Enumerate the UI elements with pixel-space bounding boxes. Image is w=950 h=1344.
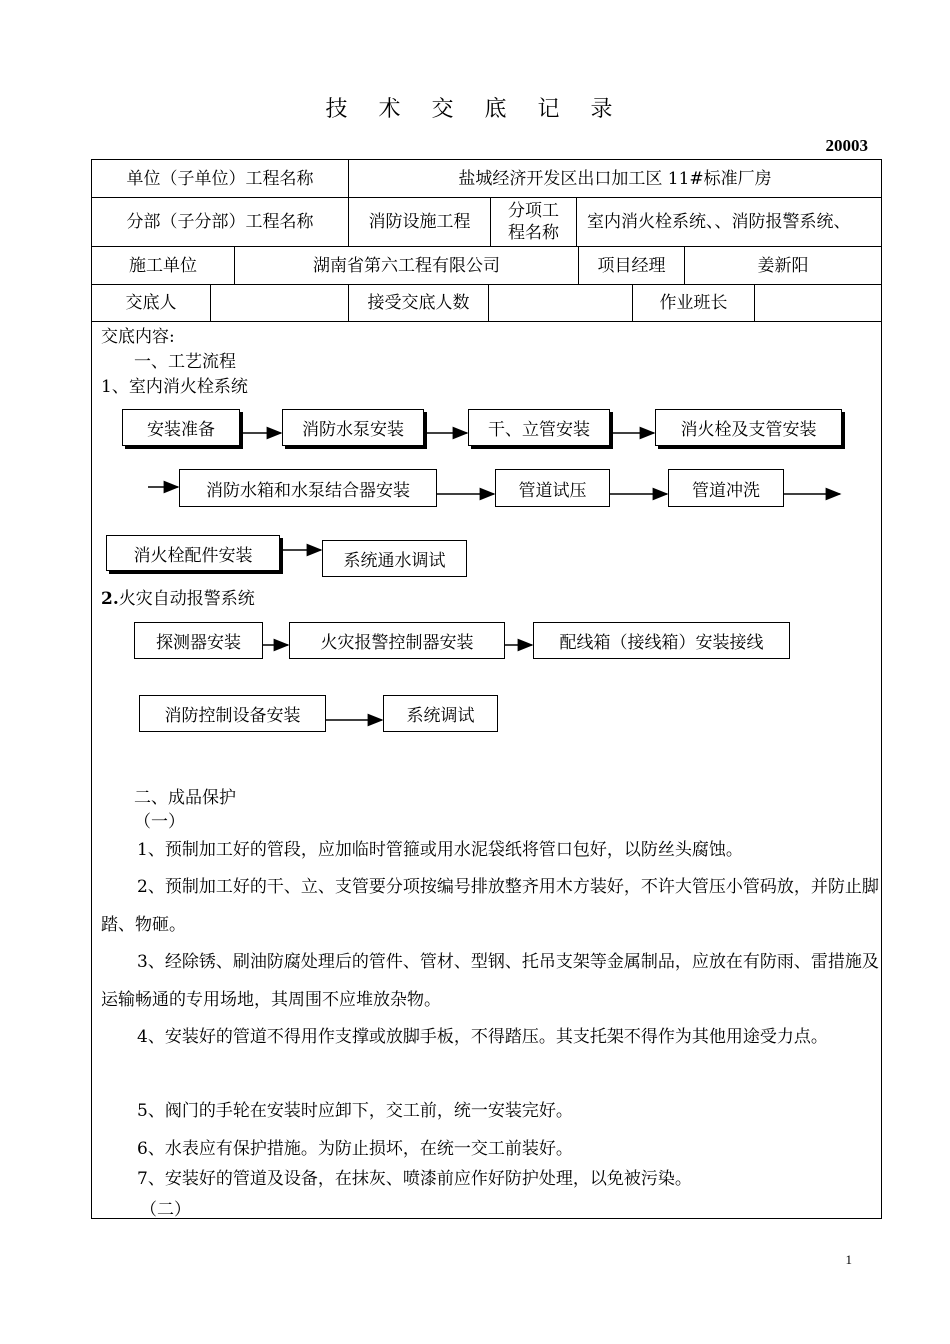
item-label-line2: 程名称 [508,223,559,243]
flow-step-system-commissioning: 系统调试 [383,695,498,732]
protection-item-3: 3、经除锈、刷油防腐处理后的管件、管材、型钢、托吊支架等金属制品，应放在有防雨、雷措施及运输畅通的专用场地，其周围不应堆放杂物。 [101,952,879,1010]
subsection-hydrant-system: 1、室内消火栓系统 [101,377,248,397]
subsection-fire-alarm [101,584,255,609]
page-number: 1 [845,1252,852,1267]
document-number: 20003 [825,136,868,155]
flow-step-water-commissioning: 系统通水调试 [322,540,467,577]
flow-step-flushing: 管道冲洗 [668,469,784,507]
document-title: 技 术 交 底 记 录 [325,97,625,122]
flow-step-risers: 干、立管安装 [468,409,610,446]
discloser-label: 交底人 [125,293,177,313]
protection-item-2: 2、预制加工好的干、立、支管要分项按编号排放整齐用木方装好，不许大管压小管码放，并防止脚踏、物砸。 [101,877,879,935]
sub-project-value: 消防设施工程 [368,212,471,232]
contractor-label: 施工单位 [129,255,197,276]
section-product-protection: 二、成品保护 [134,788,236,808]
flow-step-pressure-test: 管道试压 [495,469,610,507]
flow-step-tank-adapter: 消防水箱和水泵结合器安装 [179,469,437,507]
team-leader-label: 作业班长 [659,293,728,313]
flow-step-prepare: 安装准备 [122,409,240,446]
flow-step-alarm-controller: 火灾报警控制器安装 [289,622,505,659]
section-process-flow: 一、工艺流程 [134,352,236,372]
receivers-label: 接受交底人数 [367,293,470,313]
contractor-value: 湖南省第六工程有限公司 [313,255,500,276]
flow-step-fittings: 消火栓配件安装 [106,535,280,571]
flow-step-control-equipment: 消防控制设备安装 [139,695,326,732]
protection-item-6: 6、水表应有保护措施。为防止损坏，在统一交工前装好。 [137,1139,573,1159]
flow-step-detectors: 探测器安装 [134,622,263,659]
unit-project-value: 盐城经济开发区出口加工区 11#标准厂房 [458,168,772,189]
part-two-label: （二） [140,1200,191,1220]
flow-step-junction-box: 配线箱（接线箱）安装接线 [533,622,790,659]
protection-item-7: 7、安装好的管道及设备，在抹灰、喷漆前应作好防护处理，以免被污染。 [137,1169,692,1189]
protection-item-5: 5、阀门的手轮在安装时应卸下，交工前，统一安装完好。 [137,1101,573,1121]
flow-step-hydrant-branch: 消火栓及支管安装 [655,409,842,446]
subsection-fire-alarm-number: 2. [101,589,119,609]
subsection-fire-alarm-text: 火灾自动报警系统 [118,589,255,609]
protection-item-4: 4、安装好的管道不得用作支撑或放脚手板，不得踏压。其支托架不得作为其他用途受力点。 [137,1027,828,1047]
pm-value: 姜新阳 [757,255,809,276]
item-value: 室内消火栓系统、、消防报警系统、 [587,212,851,232]
content-label: 交底内容: [101,327,175,347]
flow-step-pump: 消防水泵安装 [282,409,424,446]
part-one-label: （一） [134,812,185,832]
protection-item-1: 1、预制加工好的管段，应加临时管箍或用水泥袋纸将管口包好，以防丝头腐蚀。 [137,840,743,860]
unit-project-label: 单位（子单位）工程名称 [126,168,314,189]
pm-label: 项目经理 [597,255,666,276]
item-label-line1: 分项工 [508,201,559,221]
sub-project-label: 分部（子分部）工程名称 [126,212,314,232]
